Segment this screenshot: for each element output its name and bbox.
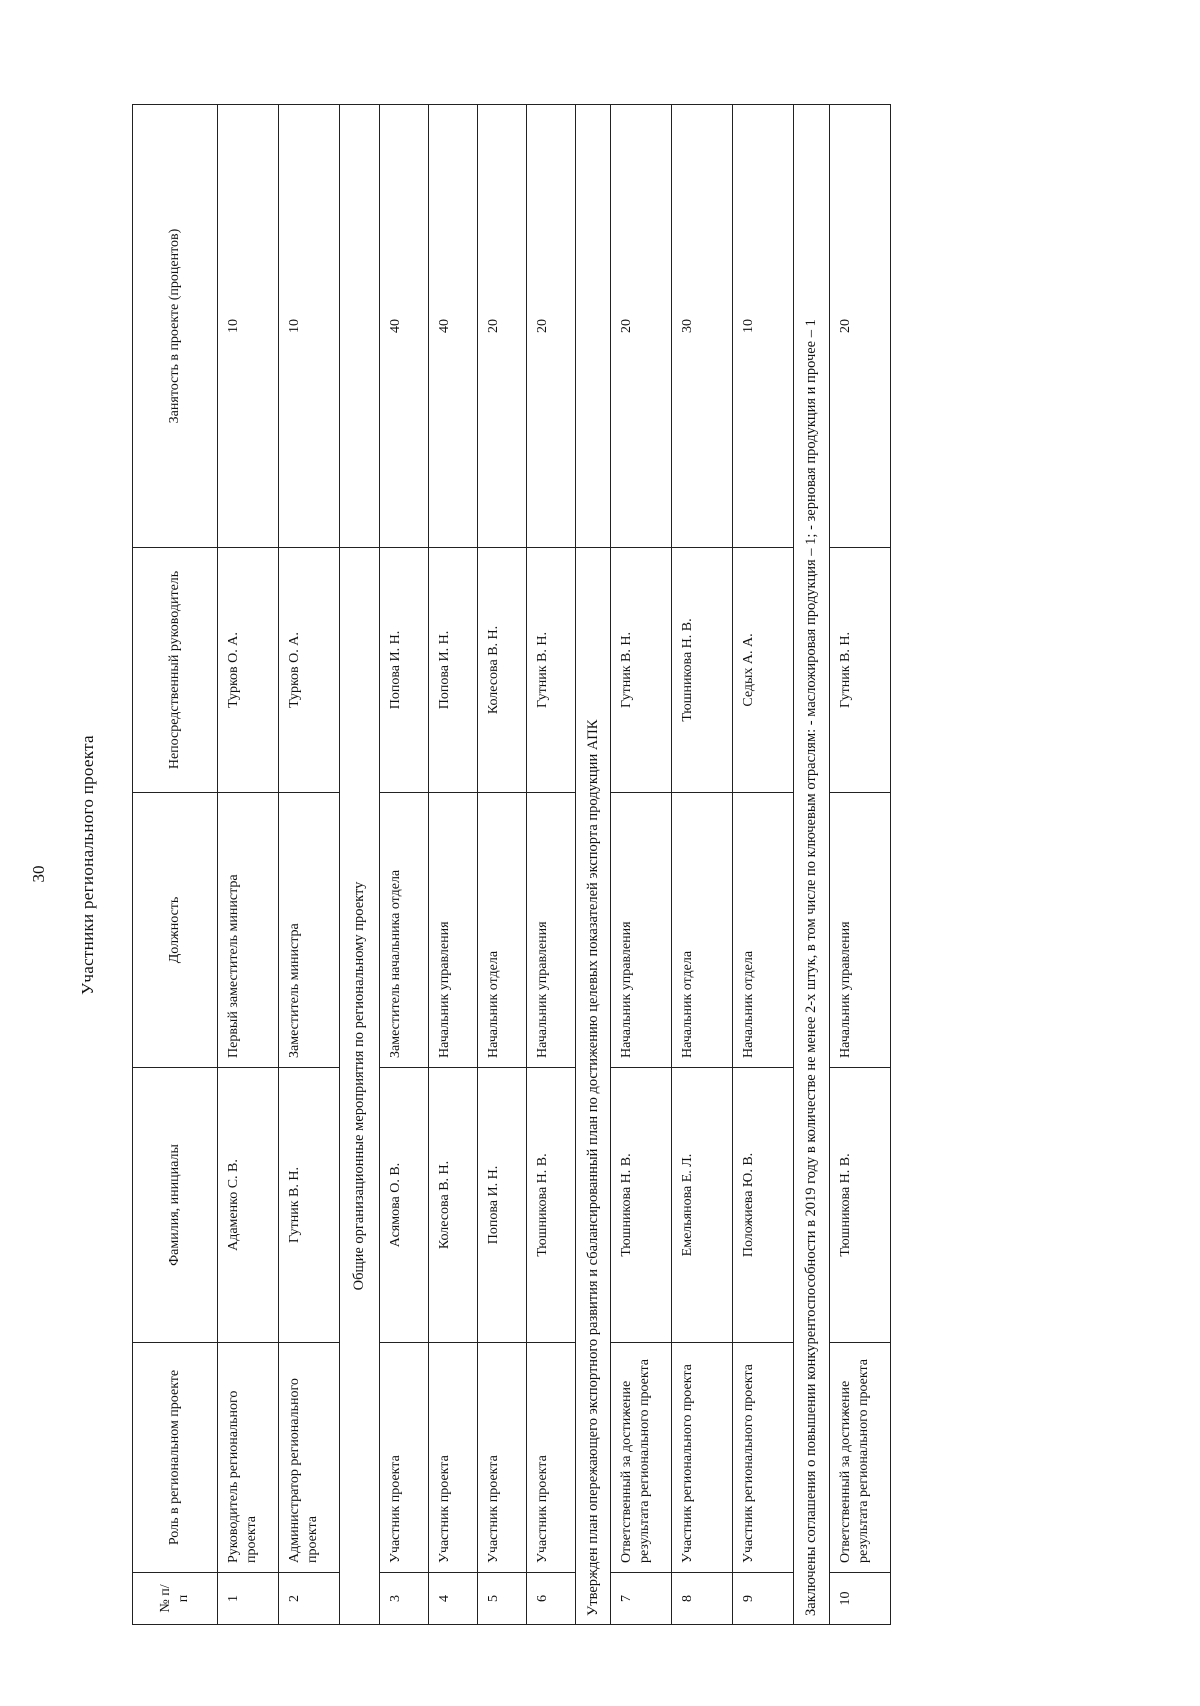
cell-name: Адаменко С. В. (218, 1068, 279, 1343)
cell-position: Заместитель министра (279, 793, 340, 1068)
table-row (218, 105, 279, 1625)
cell-num: 4 (428, 1573, 477, 1625)
section-title: Утвержден план опережающего экспортного развития и сбалансированный план по достижению целевых показателей экспорта продукции АПК (575, 548, 611, 1625)
cell-num: 5 (477, 1573, 526, 1625)
cell-num: 7 (611, 1573, 672, 1625)
rotated-page-content (78, 105, 1092, 1625)
cell-num: 3 (379, 1573, 428, 1625)
cell-name: Асямова О. В. (379, 1068, 428, 1343)
cell-name: Тюшникова Н. В. (526, 1068, 575, 1343)
cell-name: Положиева Ю. В. (733, 1068, 794, 1343)
cell-employment: 10 (218, 105, 279, 548)
cell-manager: Попова И. Н. (428, 548, 477, 793)
table-row (611, 105, 672, 1625)
cell-position: Начальник управления (611, 793, 672, 1068)
table-row (279, 105, 340, 1625)
participants-table (132, 104, 891, 1625)
section-title: Заключены соглашения о повышении конкурентоспособности в 2019 году в количестве не менее 2-х штук, в том числе по ключевым отраслям: - масложировая продукция – 1; - зерновая продукция и прочее – 1 (794, 105, 830, 1625)
section-title: Общие организационные мероприятия по региональному проекту (340, 548, 380, 1625)
cell-role: Ответственный за достижение результата регионального проекта (611, 1343, 672, 1573)
header-employment: Занятость в проекте (процентов) (133, 105, 218, 548)
table-row (477, 105, 526, 1625)
cell-employment: 40 (379, 105, 428, 548)
cell-employment: 20 (477, 105, 526, 548)
cell-manager: Колесова В. Н. (477, 548, 526, 793)
cell-employment: 20 (611, 105, 672, 548)
header-role: Роль в региональном проекте (133, 1343, 218, 1573)
section-empty-cell (575, 105, 611, 548)
cell-role: Администратор регионального проекта (279, 1343, 340, 1573)
table-row (526, 105, 575, 1625)
document-title: Участники регионального проекта (78, 735, 97, 995)
cell-employment: 40 (428, 105, 477, 548)
table-row (428, 105, 477, 1625)
page-number: 30 (29, 865, 48, 883)
section-row (575, 105, 611, 1625)
cell-name: Тюшникова Н. В. (611, 1068, 672, 1343)
cell-employment: 20 (526, 105, 575, 548)
cell-num: 8 (672, 1573, 733, 1625)
cell-role: Участник регионального проекта (672, 1343, 733, 1573)
cell-role: Участник регионального проекта (733, 1343, 794, 1573)
cell-employment: 20 (829, 105, 890, 548)
section-row (340, 105, 380, 1625)
cell-num: 1 (218, 1573, 279, 1625)
cell-manager: Турков О. А. (279, 548, 340, 793)
cell-position: Начальник управления (428, 793, 477, 1068)
cell-position: Начальник управления (829, 793, 890, 1068)
cell-manager: Попова И. Н. (379, 548, 428, 793)
table-row (829, 105, 890, 1625)
header-manager: Непосредственный руководитель (133, 548, 218, 793)
cell-num: 9 (733, 1573, 794, 1625)
cell-manager: Тюшникова Н. В. (672, 548, 733, 793)
cell-position: Начальник отдела (672, 793, 733, 1068)
cell-employment: 10 (733, 105, 794, 548)
cell-position: Первый заместитель министра (218, 793, 279, 1068)
cell-manager: Гутник В. Н. (611, 548, 672, 793)
cell-position: Заместитель начальника отдела (379, 793, 428, 1068)
header-name: Фамилия, инициалы (133, 1068, 218, 1343)
cell-employment: 10 (279, 105, 340, 548)
cell-role: Участник проекта (526, 1343, 575, 1573)
cell-role: Руководитель регионального проекта (218, 1343, 279, 1573)
cell-name: Емельянова Е. Л. (672, 1068, 733, 1343)
cell-name: Колесова В. Н. (428, 1068, 477, 1343)
table-row (379, 105, 428, 1625)
table-header-row (133, 105, 218, 1625)
cell-manager: Седых А. А. (733, 548, 794, 793)
table-row (672, 105, 733, 1625)
cell-manager: Гутник В. Н. (829, 548, 890, 793)
header-num: № п/п (133, 1573, 218, 1625)
cell-position: Начальник управления (526, 793, 575, 1068)
cell-name: Гутник В. Н. (279, 1068, 340, 1343)
header-position: Должность (133, 793, 218, 1068)
section-empty-cell (340, 105, 380, 548)
cell-name: Тюшникова Н. В. (829, 1068, 890, 1343)
cell-position: Начальник отдела (733, 793, 794, 1068)
cell-role: Участник проекта (428, 1343, 477, 1573)
cell-manager: Гутник В. Н. (526, 548, 575, 793)
table-row (733, 105, 794, 1625)
cell-num: 2 (279, 1573, 340, 1625)
cell-position: Начальник отдела (477, 793, 526, 1068)
cell-role: Ответственный за достижение результата регионального проекта (829, 1343, 890, 1573)
cell-role: Участник проекта (477, 1343, 526, 1573)
cell-num: 10 (829, 1573, 890, 1625)
section-row (794, 105, 830, 1625)
cell-name: Попова И. Н. (477, 1068, 526, 1343)
cell-role: Участник проекта (379, 1343, 428, 1573)
cell-manager: Турков О. А. (218, 548, 279, 793)
cell-employment: 30 (672, 105, 733, 548)
cell-num: 6 (526, 1573, 575, 1625)
